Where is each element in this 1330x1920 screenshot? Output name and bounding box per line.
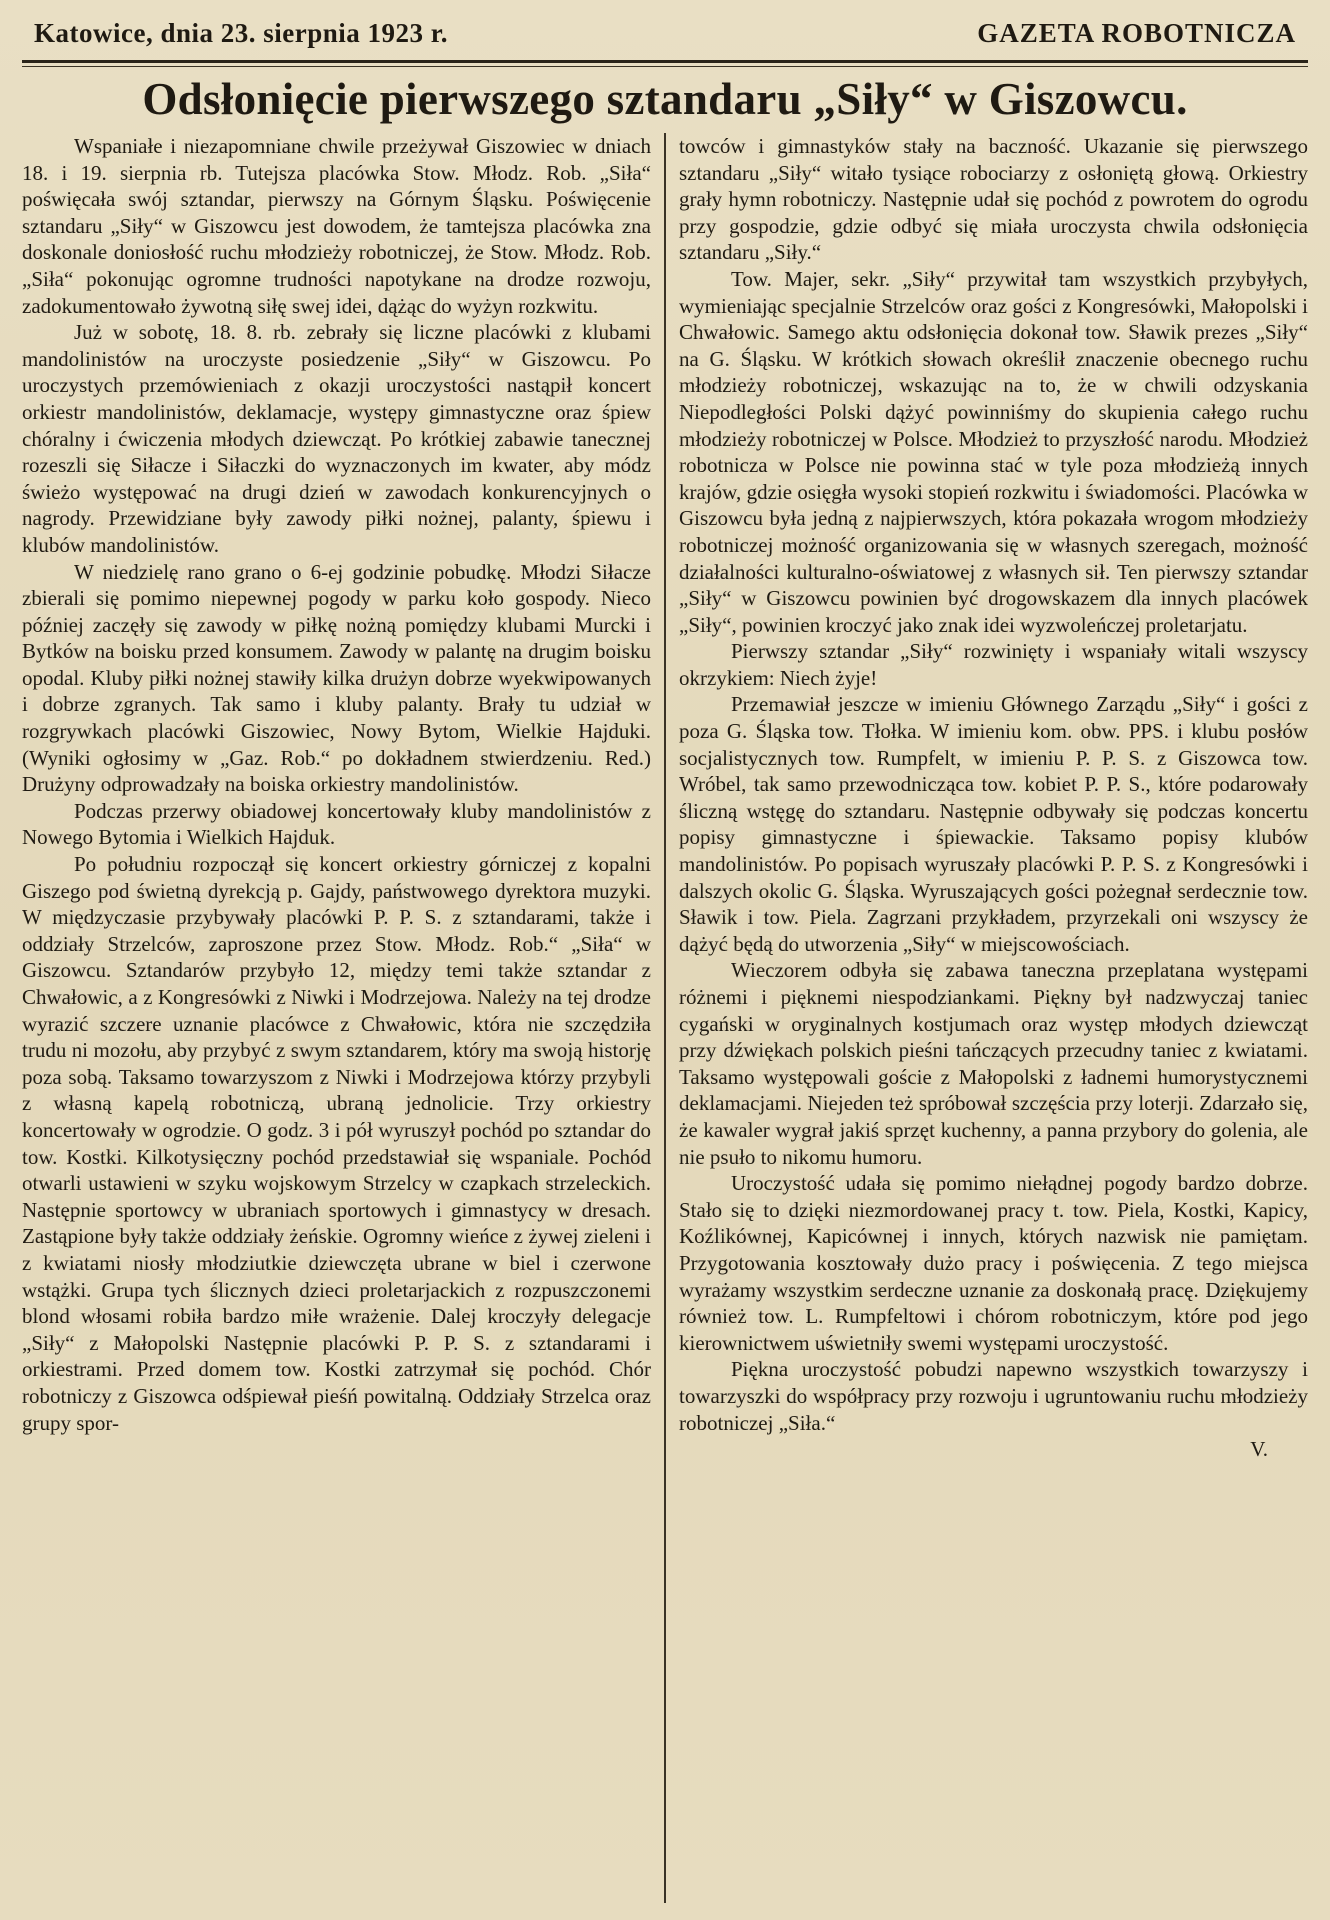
left-column: [22, 133, 651, 1903]
paragraph: towców i gimnastyków stały na baczność. Ukazanie się pierwszego sztandaru „Siły“ witało tysiące robociarzy z osłoniętą głową. Orkiestry grały hymn robotniczy. Następnie udał się pochód z powrotem do ogrodu przy gospodzie, gdzie odbyć się miała uroczysta chwila odsłonięcia sztandaru „Siły.“: [679, 134, 1308, 265]
page-header: [22, 18, 1308, 58]
dateline: Katowice, dnia 23. sierpnia 1923 r.: [34, 18, 449, 48]
header-rule: [22, 60, 1308, 63]
header-rule-thin: [22, 66, 1308, 67]
author-signature: V.: [1250, 1437, 1268, 1462]
paragraph: Uroczystość udała się pomimo niełądnej pogody bardzo dobrze. Stało się to dzięki niezmordowanej pracy t. tow. Piela, Kostki, Kapicy, Koźlikównej, Kapicównej i innych, których nazwisk nie pamiętam. Przygotowania kosztowały dużo pracy i poświęcenia. Z tego miejsca wyrażamy wszystkim serdeczne uznanie za doskonałą pracę. Dziękujemy również tow. L. Rumpfeltowi i chórom robotniczym, które pod jego kierownictwem uświetniły swemi występami uroczystość.: [679, 1171, 1308, 1355]
paragraph: Tow. Majer, sekr. „Siły“ przywitał tam wszystkich przybyłych, wymieniając specjalnie Strzelców oraz gości z Kongresówki, Małopolski i Chwałowic. Samego aktu odsłonięcia dokonał tow. Sławik prezes „Siły“ na G. Śląsku. W krótkich słowach określił znaczenie obecnego ruchu młodzieży robotniczej, wskazując na to, że w chwili odzyskania Niepodległości Polski dążyć powinniśmy do skupienia całego ruchu młodzieży robotniczej w Polsce. Młodzież to przyszłość narodu. Młodzież robotnicza w Polsce nie powinna stać w tyle poza młodzieżą innych krajów, gdzie osięgła wysoki stopień rozkwitu i świadomości. Placówka w Giszowcu była jedną z najpierwszych, która pokazała wrogom młodzieży robotniczej możność organizowania się w własnych szeregach, możność działalności kulturalno-oświatowej z własnych sił. Ten pierwszy sztandar „Siły“ w Giszowcu powinien być drogowskazem dla innych placówek „Siły“, powinien kroczyć jako znak idei wyzwoleńczej proletarjatu.: [679, 266, 1308, 637]
article-body: [22, 133, 1308, 1903]
newspaper-title: GAZETA ROBOTNICZA: [977, 18, 1296, 48]
paragraph: W niedzielę rano grano o 6-ej godzinie pobudkę. Młodzi Siłacze zbierali się pomimo niepewnej pogody w parku koło gospody. Nieco później zaczęły się zawody w piłkę nożną pomiędzy klubami Murcki i Bytków na boisku przed konsumem. Zawody w palantę na drugim boisku opodal. Kluby piłki nożnej stawiły kilka drużyn dobrze wyekwipowanych i dobrze zgranych. Tak samo i kluby palanty. Brały tu udział w rozgrywkach placówki Giszowiec, Nowy Bytom, Wielkie Hajduki. (Wyniki ogłosimy w „Gaz. Rob.“ po dokładnem stwierdzeniu. Red.) Drużyny odprowadzały na boiska orkiestry mandolinistów.: [22, 559, 651, 797]
paragraph: Pierwszy sztandar „Siły“ rozwinięty i wspaniały witali wszyscy okrzykiem: Niech żyje!: [679, 639, 1308, 690]
paragraph: Po południu rozpoczął się koncert orkiestry górniczej z kopalni Giszego pod świetną dyrekcją p. Gajdy, państwowego dyrektora muzyki. W międzyczasie przybywały placówki P. P. S. z sztandarami, także i oddziały Strzelców, zaproszone przez Stow. Młodz. Rob.“ „Siła“ w Giszowcu. Sztandarów przybyło 12, między temi także sztandar z Chwałowic, a z Kongresówki z Niwki i Modrzejowa. Należy na tej drodze wyrazić szczere uznanie placówce z Chwałowic, która nie szczędziła trudu ni mozołu, aby przybyć z swym sztandarem, który ma swoją historję poza sobą. Taksamo towarzyszom z Niwki i Modrzejowa którzy przybyli z własną kapelą robotniczą, ubraną jednolicie. Trzy orkiestry koncertowały w ogrodzie. O godz. 3 i pół wyruszył pochód po sztandar do tow. Kostki. Kilkotysięczny pochód przedstawiał się wspaniale. Pochód otwarli ustawieni w szyku wojskowym Strzelcy w czapkach strzeleckich. Następnie sportowcy w ubraniach sportowych i gimnastycy w dresach. Zastąpione były także oddziały żeńskie. Ogromny wieńce z żywej zieleni i z kwiatami niosły młodziutkie dziewczęta ubrane w biel i czerwone wstążki. Grupa tych ślicznych dzieci proletarjackich z rozpuszczonemi blond włosami robiła bardzo miłe wrażenie. Dalej kroczyły delegacje „Siły“ z Małopolski Następnie placówki P. P. S. z sztandarami i orkiestrami. Przed domem tow. Kostki zatrzymał się pochód. Chór robotniczy z Giszowca odśpiewał pieśń powitalną. Oddziały Strzelca oraz grupy spor-: [22, 852, 651, 1435]
paragraph: Przemawiał jeszcze w imieniu Głównego Zarządu „Siły“ i gości z poza G. Śląska tow. Tłołka. W imieniu kom. obw. PPS. i klubu posłów socjalistycznych tow. Rumpfelt, w imieniu P. P. S. z Giszowca tow. Wróbel, tak samo przewodnicząca tow. kobiet P. P. S., które podarowały śliczną wstęgę do sztandaru. Następnie odbywały się podczas koncertu popisy gimnastyczne i śpiewackie. Taksamo popisy klubów mandolinistów. Po popisach wyruszały placówki P. P. S. z Kongresówki i dalszych okolic G. Śląska. Wyruszających gości pożegnał serdecznie tow. Sławik i tow. Piela. Zagrzani przykładem, przyrzekali oni wszyscy że dążyć będą do utworzenia „Siły“ w miejscowościach.: [679, 692, 1308, 956]
paragraph: Wspaniałe i niezapomniane chwile przeżywał Giszowiec w dniach 18. i 19. sierpnia rb. Tutejsza placówka Stow. Młodz. Rob. „Siła“ poświęcała swój sztandar, pierwszy na Górnym Śląsku. Poświęcenie sztandaru „Siły“ w Giszowcu jest dowodem, że tamtejsza placówka zna doskonale doniosłość ruchu młodzieży robotniczej, że Stow. Młodz. Rob. „Siła“ pokonując ogromne trudności napotykane na drodze rozwoju, zadokumentowało żywotną siłę swej idei, dążąc do wyżyn rozkwitu.: [22, 134, 651, 318]
paragraph: Podczas przerwy obiadowej koncertowały kluby mandolinistów z Nowego Bytomia i Wielkich Hajduk.: [22, 798, 651, 850]
article-headline: Odsłonięcie pierwszego sztandaru „Siły“ w Giszowcu.: [142, 74, 1188, 124]
right-column: [679, 133, 1308, 1903]
paragraph: Wieczorem odbyła się zabawa taneczna przeplatana występami różnemi i pięknemi niespodziankami. Piękny był nadzwyczaj taniec cygański w oryginalnych kostjumach oraz występ młodych dziewcząt przy dźwiękach polskich pieśni tańczących przecudny taniec z kwiatami. Taksamo występowali goście z Małopolski z ładnemi humorystycznemi deklamacjami. Niejeden też spróbował szczęścia przy loterji. Zdarzało się, że kawaler wygrał jakiś sprzęt kuchenny, a panna przybory do golenia, ale nie psuło to nikomu humoru.: [679, 958, 1308, 1169]
paragraph: Już w sobotę, 18. 8. rb. zebrały się liczne placówki z klubami mandolinistów na uroczyste posiedzenie „Siły“ w Giszowcu. Po uroczystych przemówieniach z okazji uroczystości nastąpił koncert orkiestr mandolinistów, deklamacje, występy gimnastyczne oraz śpiew chóralny i ćwiczenia młodych dziewcząt. Po krótkiej zabawie tanecznej rozeszli się Siłacze i Siłaczki do wyznaczonych im kwater, aby módz świeżo występować na drugi dzień w zawodach konkurencyjnych o nagrody. Przewidziane były zawody piłki nożnej, palanty, śpiewu i klubów mandolinistów.: [22, 320, 651, 557]
column-divider: [664, 133, 666, 1903]
paragraph: Piękna uroczystość pobudzi napewno wszystkich towarzyszy i towarzyszki do współpracy przy rozwoju i ugruntowaniu ruchu młodzieży robotniczej „Siła.“: [679, 1357, 1308, 1435]
